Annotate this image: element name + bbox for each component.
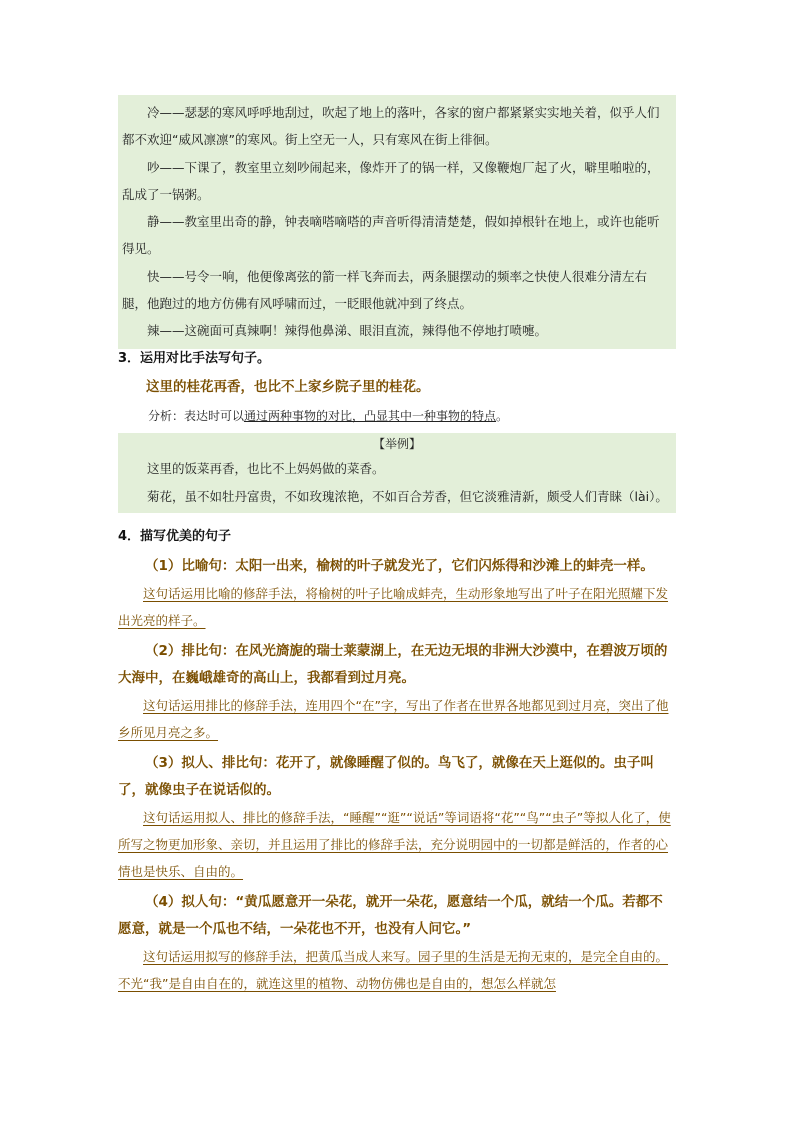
example-text: 菊花，虽不如牡丹富贵，不如玫瑰浓艳，不如百合芳香，但它淡雅清新，颇受人们青睐（lài）。 <box>147 488 668 504</box>
example-text: 这里的饭菜再香，也比不上妈妈做的菜香。 <box>147 460 385 476</box>
example-quiet: 静——教室里出奇的静，钟表嘀嗒嘀嗒的声音听得清清楚楚，假如掉根针在地上，或许也能听得见。 <box>122 214 660 257</box>
sentence-personification-parallelism: （3）拟人、排比句：花开了，就像睡醒了似的。鸟飞了，就像在天上逛似的。虫子叫了，就像虫子在说话似的。 <box>118 754 654 798</box>
note-personification-parallelism: 这句话运用拟人、排比的修辞手法，“睡醒”“逛”“说话”等词语将“花”“鸟”“虫子”等拟人化了，使所写之物更加形象、亲切，并且运用了排比的修辞手法，充分说明园中的一切都是鲜活的，作者的心情也是快乐、自由的。 <box>118 809 671 879</box>
sentence-parallelism: （2）排比句：在风光旖旎的瑞士莱蒙湖上，在无边无垠的非洲大沙漠中，在碧波万顷的大海中，在巍峨雄奇的高山上，我都看到过月亮。 <box>118 642 668 686</box>
example-spicy: 辣——这碗面可真辣啊！辣得他鼻涕、眼泪直流，辣得他不停地打喷嚏。 <box>147 323 548 339</box>
example-title: 【举例】 <box>372 436 421 451</box>
sentence-simile: （1）比喻句：太阳一出来，榆树的叶子就发光了，它们闪烁得和沙滩上的蚌壳一样。 <box>145 557 654 574</box>
example-cold: 冷——瑟瑟的寒风呼呼地刮过，吹起了地上的落叶，各家的窗户都紧紧实实地关着，似乎人们都不欢迎“威风凛凛”的寒风。街上空无一人，只有寒风在街上徘徊。 <box>122 105 660 148</box>
section-3-heading: 3．运用对比手法写句子。 <box>118 350 271 366</box>
example-box <box>118 433 676 513</box>
section-3-sentence: 这里的桂花再香，也比不上家乡院子里的桂花。 <box>146 378 430 395</box>
example-fast: 快——号令一响，他便像离弦的箭一样飞奔而去，两条腿摆动的频率之快使人很难分清左右腿，他跑过的地方仿佛有风呼啸而过，一眨眼他就冲到了终点。 <box>122 268 648 312</box>
section-3-analysis <box>118 403 676 429</box>
note-personification: 这句话运用拟写的修辞手法，把黄瓜当成人来写。园子里的生活是无拘无束的，是完全自由的。不光“我”是自由自在的，就连这里的植物、动物仿佛也是自由的，想怎么样就怎 <box>118 948 669 991</box>
note-parallelism: 这句话运用排比的修辞手法，连用四个“在”字，写出了作者在世界各地都见到过月亮，突出了他乡所见月亮之多。 <box>118 697 669 740</box>
examples-box <box>118 95 676 349</box>
analysis-underlined: 通过两种事物的对比，凸显其中一种事物的特点 <box>244 408 497 423</box>
example-noisy: 吵——下课了，教室里立刻吵闹起来，像炸开了的锅一样，又像鞭炮厂起了火，噼里啪啦的，乱成了一锅粥。 <box>122 159 660 202</box>
sentence-personification: （4）拟人句：“黄瓜愿意开一朵花，就开一朵花，愿意结一个瓜，就结一个瓜。若都不愿意，就是一个瓜也不结，一朵花也不开，也没有人问它。” <box>118 893 663 937</box>
document-page <box>118 95 676 997</box>
note-simile: 这句话运用比喻的修辞手法，将榆树的叶子比喻成蚌壳，生动形象地写出了叶子在阳光照耀下发出光亮的样子。 <box>118 585 669 628</box>
section-4-heading: 4．描写优美的句子 <box>118 528 232 544</box>
analysis-prefix: 分析：表达时可以 <box>148 408 245 423</box>
analysis-suffix: 。 <box>496 408 509 423</box>
